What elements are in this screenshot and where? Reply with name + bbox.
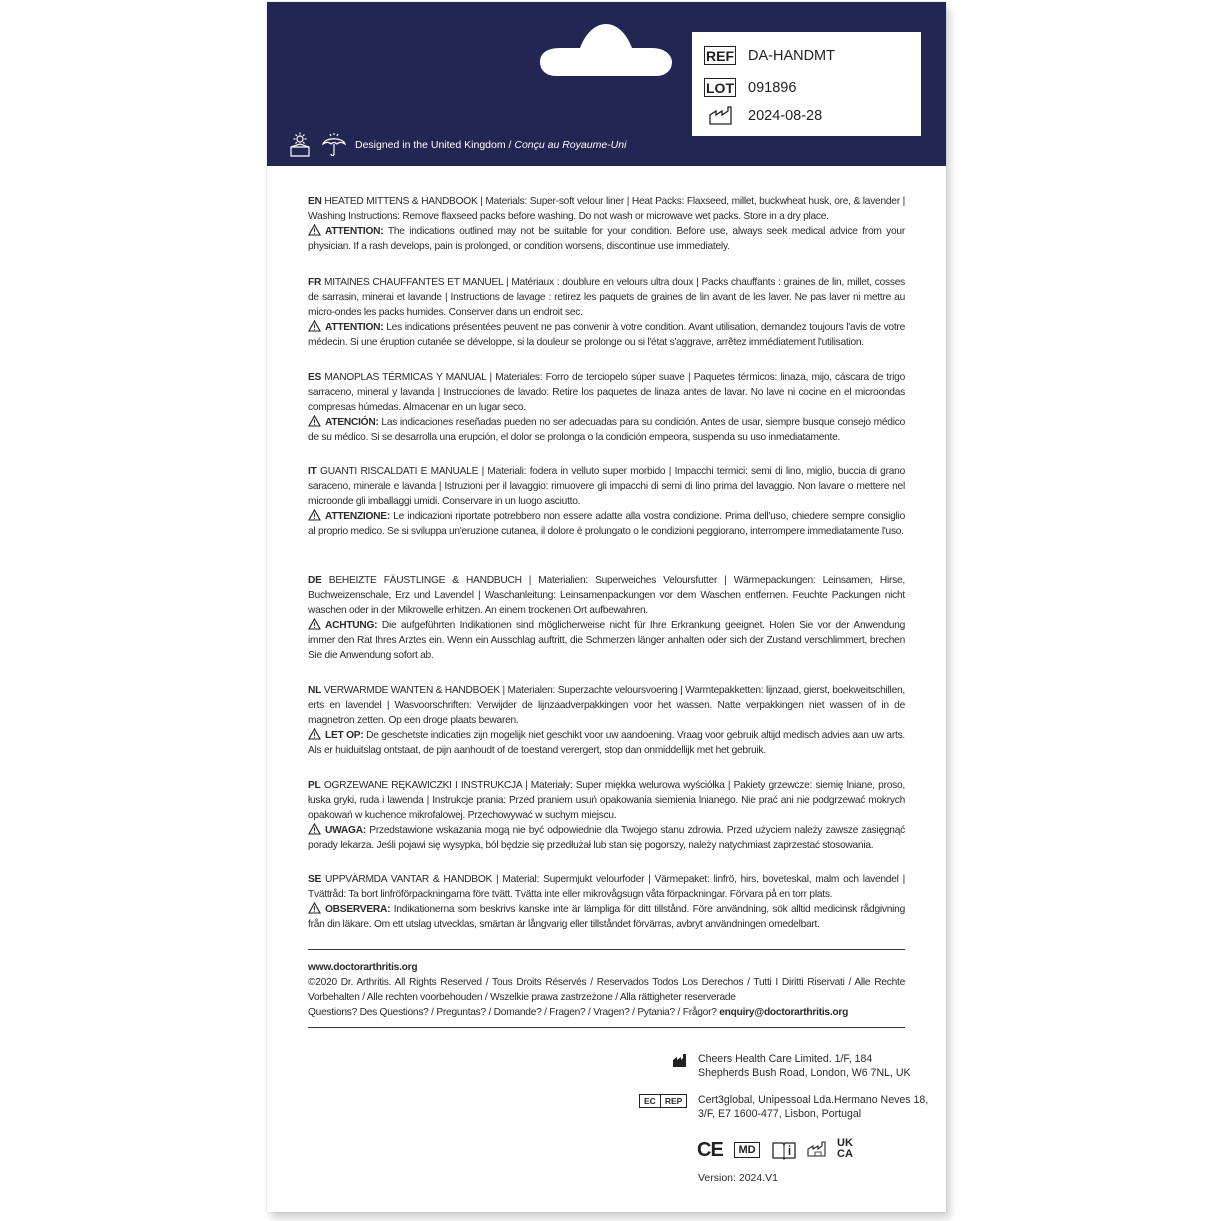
section-it: IT GUANTI RISCALDATI E MANUALE | Materiali: fodera in velluto super morbido | Impacchi termici: semi di lino, miglio, buccia di grano saraceno, minerale e lavanda | Istruzioni per il lavaggio: rimuovere gli impacchi di semi di lino prima del lavaggio. Non lavare o mettere nel microonde gli imballaggi umidi. Conservare in un luogo asciutto. ATTENZIONE: Le indicazioni riportate potrebbero non essere adatte alla vostra condizione. Prima dell'uso, chiedere sempre consiglio al proprio medico. Se si sviluppa un'eruzione cutanea, il dolore è prolungato o le condizioni peggiorano, interrompere immediatamente l'uso. [308, 466, 905, 537]
keep-away-from-sunlight-icon [287, 132, 313, 158]
warning-icon [308, 902, 321, 914]
divider [308, 949, 905, 950]
keep-dry-icon [321, 132, 347, 158]
version-label: Version: 2024.V1 [698, 1172, 778, 1184]
warning-icon [308, 823, 321, 835]
medical-device-symbol: MD [734, 1142, 760, 1158]
lot-value: 091896 [748, 79, 797, 96]
ce-mark: CE [697, 1139, 723, 1161]
rights-text: ©2020 Dr. Arthritis. All Rights Reserved / Tous Droits Réservés / Reservados Todos Los Derechos / Tutti I Diritti Riservati / Alle Rechte Vorbehalten / Alle rechten voorbehouden / Wszelkie prawa zastrzeżone / Alla rättigheter reserverade [308, 977, 905, 1003]
website-link[interactable]: www.doctorarthritis.org [308, 962, 418, 973]
designed-in-uk [287, 132, 626, 158]
section-es: ES MANOPLAS TÉRMICAS Y MANUAL | Materiales: Forro de terciopelo súper suave | Paquetes térmicos: linaza, mijo, cáscara de trigo sarraceno, mineral y lavanda | Instrucciones de lavado: Retire los paquetes de linaza antes de lavar. No lave ni cocine en el microondas compresas húmedas. Almacenar en un lugar seco. ATENCIÓN: Las indicaciones reseñadas pueden no ser adecuadas para su condición. Antes de usar, siempre busque consejo médico de su médico. Si se desarrolla una erupción, el dolor se prolonga o la condición empeora, suspenda su uso inmediatamente. [308, 372, 905, 443]
designed-text: Designed in the United Kingdom / [355, 139, 512, 151]
hang-hole [538, 22, 674, 78]
warning-icon [308, 224, 321, 236]
warning-icon [308, 415, 321, 427]
section-nl: NL VERWARMDE WANTEN & HANDBOEK | Materialen: Superzachte veloursvoering | Warmtepakketten: lijnzaad, gierst, boekweitschillen, erts en lavendel | Wasvoorschriften: Verwijder de lijnzaadverpakkingen voor het wassen. Natte verpakkingen niet wassen of in de magnetron zetten. Op een droge plaats bewaren. LET OP: De geschetste indicaties zijn mogelijk niet geschikt voor uw aandoening. Vraag voor gebruik altijd medisch advies aan uw arts. Als er huiduitslag ontstaat, de pijn aanhoudt of de toestand verergert, stop dan onmiddellijk met het gebruik. [308, 685, 905, 756]
warning-icon [308, 618, 321, 630]
ec-rep-symbol: EC REP [639, 1094, 687, 1108]
questions-line: Questions? Des Questions? / Preguntas? / Domande? / Fragen? / Vragen? / Pytania? / Frågor? enquiry@doctorarthritis.org [308, 1007, 849, 1018]
consult-instructions-icon [771, 1141, 797, 1160]
manufacture-date-value: 2024-08-28 [748, 108, 823, 124]
section-fr: FR MITAINES CHAUFFANTES ET MANUEL | Matériaux : doublure en velours ultra doux | Packs chauffants : graines de lin, millet, cosses de sarrasin, minerai et lavande | Instructions de lavage : retirez les paquets de graines de lin avant de les laver. Ne pas laver ni mettre au micro-ondes les packs humides. Conserver dans un endroit sec. ATTENTION: Les indications présentées peuvent ne pas convenir à votre condition. Avant utilisation, demandez toujours l'avis de votre médecin. Si une éruption cutanée se développe, si la douleur se prolonge ou si l'état s'aggrave, arrêtez immédiatement l'utilisation. [308, 277, 905, 348]
manufacturer-address: Cheers Health Care Limited. 1/F, 184 Shepherds Bush Road, London, W6 7NL, UK [698, 1053, 911, 1079]
divider [308, 1027, 905, 1028]
manufacturer-icon [672, 1053, 688, 1068]
product-label-card [267, 2, 946, 1212]
email-link[interactable]: enquiry@doctorarthritis.org [719, 1007, 849, 1018]
ref-value: DA-HANDMT [748, 47, 835, 64]
section-se: SE UPPVÄRMDA VANTAR & HANDBOK | Material: Supermjukt velourfoder | Värmepaket: linfrö, hirs, boveteskal, malm och lavendel | Tvättråd: Ta bort linfröförpackningarna före tvätt. Tvätta inte eller mikrovågsugn våta förpackningar. Förvara på en torr plats. OBSERVERA: Indikationerna som beskrivs kanske inte är lämpliga för ditt tillstånd. Före användning, sök alltid medicinsk rådgivning från din läkare. Om ett utslag utvecklas, smärtan är långvarig eller tillståndet förvärras, avbryt användningen omedelbart. [308, 874, 905, 930]
ukca-mark: UK CA [837, 1137, 853, 1160]
designed-text-fr: Conçu au Royaume-Uni [514, 139, 627, 151]
ec-rep-address: Cert3global, Unipessoal Lda.Hermano Neves 18, 3/F, E7 1600-477, Lisbon, Portugal [698, 1094, 929, 1120]
section-en: EN HEATED MITTENS & HANDBOOK | Materials: Super-soft velour liner | Heat Packs: Flaxseed, millet, buckwheat husk, ore, & lavender | Washing Instructions: Remove flaxseed packs before washing. Do not wash or microwave wet packs. Store in a dry place. ATTENTION: The indications outlined may not be suitable for your condition. Before use, always seek medical advice from your physician. If a rash develops, pain is prolonged, or condition worsens, discontinue use immediately. [308, 196, 905, 252]
date-of-manufacture-icon [704, 106, 736, 126]
ref-row [704, 46, 835, 65]
warning-icon [308, 728, 321, 740]
lot-row [704, 78, 796, 97]
date-of-manufacture-icon [806, 1140, 828, 1160]
footer-info [308, 960, 905, 1020]
warning-icon [308, 320, 321, 332]
warning-icon [308, 509, 321, 521]
lot-symbol: LOT [706, 79, 734, 96]
ref-lot-box [692, 32, 921, 136]
ref-symbol: REF [706, 47, 734, 64]
label-header [267, 2, 946, 166]
manufacture-date-row [704, 106, 822, 126]
section-de: DE BEHEIZTE FÄUSTLINGE & HANDBUCH | Materialien: Superweiches Veloursfutter | Wärmepackungen: Leinsamen, Hirse, Buchweizenschale, Erz und Lavendel | Waschanleitung: Leinsamenpackungen vor dem Waschen entfernen. Feuchte Packungen nicht waschen oder in der Mikrowelle erhitzen. An einem trockenen Ort aufbewahren. ACHTUNG: Die aufgeführten Indikationen sind möglicherweise nicht für Ihre Erkrankung geeignet. Holen Sie vor der Anwendung immer den Rat Ihres Arztes ein. Wenn ein Ausschlag auftritt, die Schmerzen länger anhalten oder sich der Zustand verschlimmert, brechen Sie die Anwendung sofort ab. [308, 575, 905, 661]
section-pl: PL OGRZEWANE RĘKAWICZKI I INSTRUKCJA | Materiały: Super miękka welurowa wyściółka | Pakiety grzewcze: siemię lniane, proso, łuska gryki, ruda i lawenda | Instrukcje prania: Przed praniem usuń opakowania siemienia lnianego. Nie prać ani nie podgrzewać mokrych opakowań w kuchence mikrofalowej. Przechowywać w suchym miejscu. UWAGA: Przedstawione wskazania mogą nie być odpowiednie dla Twojego stanu zdrowia. Przed użyciem należy zawsze zasięgnąć porady lekarza. Jeśli pojawi się wysypka, ból będzie się przedłużał lub stan się pogorszy, należy natychmiast zaprzestać stosowania. [308, 780, 905, 851]
